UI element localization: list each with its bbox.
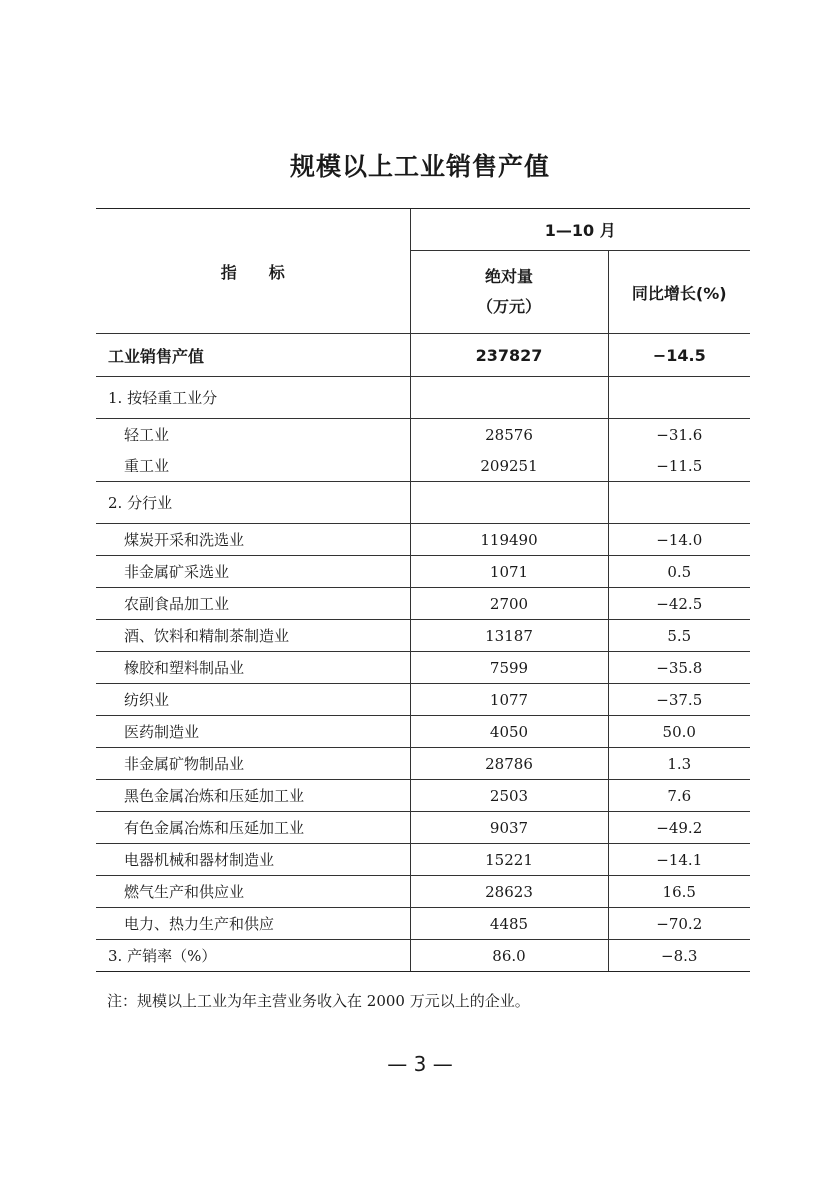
row-yoy: −35.8 xyxy=(608,652,750,684)
row-label: 燃气生产和供应业 xyxy=(96,876,410,908)
section-row xyxy=(96,482,750,524)
table-row xyxy=(96,812,750,844)
table-row xyxy=(96,556,750,588)
table-row xyxy=(96,908,750,940)
total-row xyxy=(96,334,750,377)
table-row xyxy=(96,620,750,652)
row-label: 煤炭开采和洗选业 xyxy=(96,524,410,556)
table-row xyxy=(96,780,750,812)
row-value: 9037 xyxy=(410,812,608,844)
row-label: 农副食品加工业 xyxy=(96,588,410,620)
section-label: 2. 分行业 xyxy=(96,482,410,524)
footnote: 注：规模以上工业为年主营业务收入在 2000 万元以上的企业。 xyxy=(107,992,530,1010)
row-yoy: −49.2 xyxy=(608,812,750,844)
row-value: 13187 xyxy=(410,620,608,652)
row-value: 28623 xyxy=(410,876,608,908)
row-label: 轻工业 xyxy=(124,426,170,444)
table-row xyxy=(96,419,750,451)
row-label: 医药制造业 xyxy=(96,716,410,748)
row-yoy: −70.2 xyxy=(608,908,750,940)
row-label: 有色金属冶炼和压延加工业 xyxy=(96,812,410,844)
yoy-header: 同比增长(%) xyxy=(608,251,750,334)
row-label: 电力、热力生产和供应 xyxy=(96,908,410,940)
table-row xyxy=(96,652,750,684)
row-value: 1071 xyxy=(410,556,608,588)
header-row-1 xyxy=(96,209,750,251)
table-row xyxy=(96,748,750,780)
section-value-empty xyxy=(410,482,608,524)
row-label: 酒、饮料和精制茶制造业 xyxy=(96,620,410,652)
table-row xyxy=(96,844,750,876)
sales-rate-value: 86.0 xyxy=(410,940,608,972)
row-label: 黑色金属冶炼和压延加工业 xyxy=(96,780,410,812)
row-yoy: 0.5 xyxy=(608,556,750,588)
row-value: 2503 xyxy=(410,780,608,812)
total-label: 工业销售产值 xyxy=(96,334,410,377)
table-row xyxy=(96,716,750,748)
row-yoy: −14.0 xyxy=(608,524,750,556)
row-value: 119490 xyxy=(410,524,608,556)
row-yoy: 16.5 xyxy=(608,876,750,908)
section-yoy-empty xyxy=(608,482,750,524)
row-label: 非金属矿采选业 xyxy=(96,556,410,588)
row-yoy: 7.6 xyxy=(608,780,750,812)
row-yoy: −11.5 xyxy=(608,450,750,482)
page-title: 规模以上工业销售产值 xyxy=(289,152,550,181)
period-header: 1—10 月 xyxy=(410,209,750,251)
total-yoy: −14.5 xyxy=(608,334,750,377)
row-yoy: 50.0 xyxy=(608,716,750,748)
row-value: 28786 xyxy=(410,748,608,780)
indicator-header: 指 标 xyxy=(96,209,410,334)
row-yoy: 1.3 xyxy=(608,748,750,780)
table-row xyxy=(96,684,750,716)
sales-rate-row xyxy=(96,940,750,972)
section-value-empty xyxy=(410,377,608,419)
sales-rate-yoy: −8.3 xyxy=(608,940,750,972)
section-label: 1. 按轻重工业分 xyxy=(96,377,410,419)
row-label: 橡胶和塑料制品业 xyxy=(96,652,410,684)
table-row xyxy=(96,524,750,556)
sales-rate-label: 3. 产销率（%） xyxy=(96,940,410,972)
row-yoy: −42.5 xyxy=(608,588,750,620)
table-row xyxy=(96,588,750,620)
section-yoy-empty xyxy=(608,377,750,419)
page-number: — 3 — xyxy=(387,1052,453,1076)
absolute-header xyxy=(410,251,608,334)
total-value: 237827 xyxy=(410,334,608,377)
row-value: 15221 xyxy=(410,844,608,876)
row-value: 4485 xyxy=(410,908,608,940)
row-value: 28576 xyxy=(410,419,608,451)
table-row xyxy=(96,450,750,482)
row-label: 电器机械和器材制造业 xyxy=(96,844,410,876)
row-yoy: −31.6 xyxy=(608,419,750,451)
row-value: 4050 xyxy=(410,716,608,748)
row-label: 非金属矿物制品业 xyxy=(96,748,410,780)
row-value: 209251 xyxy=(410,450,608,482)
row-yoy: −14.1 xyxy=(608,844,750,876)
row-value: 7599 xyxy=(410,652,608,684)
sales-output-table xyxy=(96,208,750,972)
row-value: 1077 xyxy=(410,684,608,716)
absolute-header-line1: 绝对量 xyxy=(484,267,533,286)
row-label: 纺织业 xyxy=(96,684,410,716)
row-yoy: −37.5 xyxy=(608,684,750,716)
table-row xyxy=(96,876,750,908)
row-yoy: 5.5 xyxy=(608,620,750,652)
row-value: 2700 xyxy=(410,588,608,620)
row-label: 重工业 xyxy=(96,450,410,482)
absolute-header-line2: （万元） xyxy=(476,297,541,316)
section-row xyxy=(96,377,750,419)
